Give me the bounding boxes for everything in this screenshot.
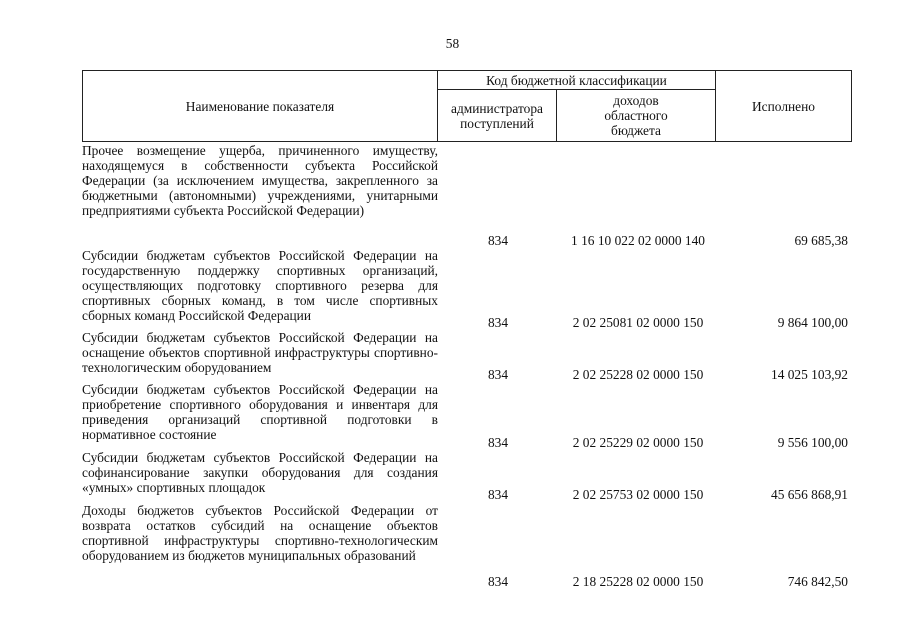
row-indicator-name: Субсидии бюджетам субъектов Российской Федерации на приобретение спортивного оборудования и инвентаря для приведения организаций спортивной подготовки в нормативное состояние	[82, 382, 438, 442]
row-executed-amount: 14 025 103,92	[771, 367, 848, 382]
row-revenue-code: 2 02 25753 02 0000 150	[572, 487, 704, 502]
table-row	[82, 248, 852, 330]
header-admin-column	[437, 89, 557, 142]
row-revenue-code: 2 02 25229 02 0000 150	[572, 435, 704, 450]
row-executed-amount: 9 556 100,00	[777, 435, 848, 450]
table-row	[82, 450, 852, 502]
row-admin-code: 834	[487, 574, 509, 589]
header-code-group	[437, 70, 716, 90]
row-revenue-code: 2 18 25228 02 0000 150	[572, 574, 704, 589]
row-executed-amount: 45 656 868,91	[771, 487, 848, 502]
row-indicator-name: Субсидии бюджетам субъектов Российской Федерации на софинансирование закупки оборудования для создания «умных» спортивных площадок	[82, 450, 438, 495]
row-revenue-code: 1 16 10 022 02 0000 140	[571, 233, 705, 248]
row-executed-amount: 69 685,38	[794, 233, 848, 248]
row-admin-code: 834	[487, 315, 509, 330]
row-admin-code: 834	[487, 487, 509, 502]
table-row	[82, 143, 852, 248]
page-number: 58	[445, 36, 460, 51]
table-row	[82, 330, 852, 382]
header-name-label: Наименование показателя	[185, 98, 335, 114]
row-indicator-name: Субсидии бюджетам субъектов Российской Федерации на государственную поддержку спортивных организаций, осуществляющих подготовку спортивного резерва для спортивных сборных команд, в том числе спортивных сборных команд Российской Федерации	[82, 248, 438, 323]
table-row	[82, 382, 852, 450]
row-executed-amount: 746 842,50	[787, 574, 848, 589]
header-revenue-column	[556, 89, 716, 142]
header-name-column	[82, 70, 438, 142]
header-code-group-label: Код бюджетной классификации	[486, 72, 667, 88]
header-admin-label: администратора поступлений	[451, 100, 543, 131]
table-row	[82, 503, 852, 589]
row-admin-code: 834	[487, 233, 509, 248]
header-executed-label: Исполнено	[752, 98, 815, 114]
row-indicator-name: Прочее возмещение ущерба, причиненного имуществу, находящемуся в собственности субъекта Российской Федерации (за исключением имущества, закрепленного за бюджетными (автономными) учреждениями, унитарными предприятиями субъекта Российской Федерации)	[82, 143, 438, 218]
row-executed-amount: 9 864 100,00	[777, 315, 848, 330]
row-admin-code: 834	[487, 435, 509, 450]
header-executed-column	[715, 70, 852, 142]
row-revenue-code: 2 02 25228 02 0000 150	[572, 367, 704, 382]
row-indicator-name: Доходы бюджетов субъектов Российской Федерации от возврата остатков субсидий на оснащение объектов спортивной инфраструктуры спортивно-технологическим оборудованием из бюджетов муниципальных образований	[82, 503, 438, 563]
row-revenue-code: 2 02 25081 02 0000 150	[572, 315, 704, 330]
row-indicator-name: Субсидии бюджетам субъектов Российской Федерации на оснащение объектов спортивной инфраструктуры спортивно-технологическим оборудованием	[82, 330, 438, 375]
header-revenue-label: доходов областного бюджета	[604, 93, 668, 138]
row-admin-code: 834	[487, 367, 509, 382]
